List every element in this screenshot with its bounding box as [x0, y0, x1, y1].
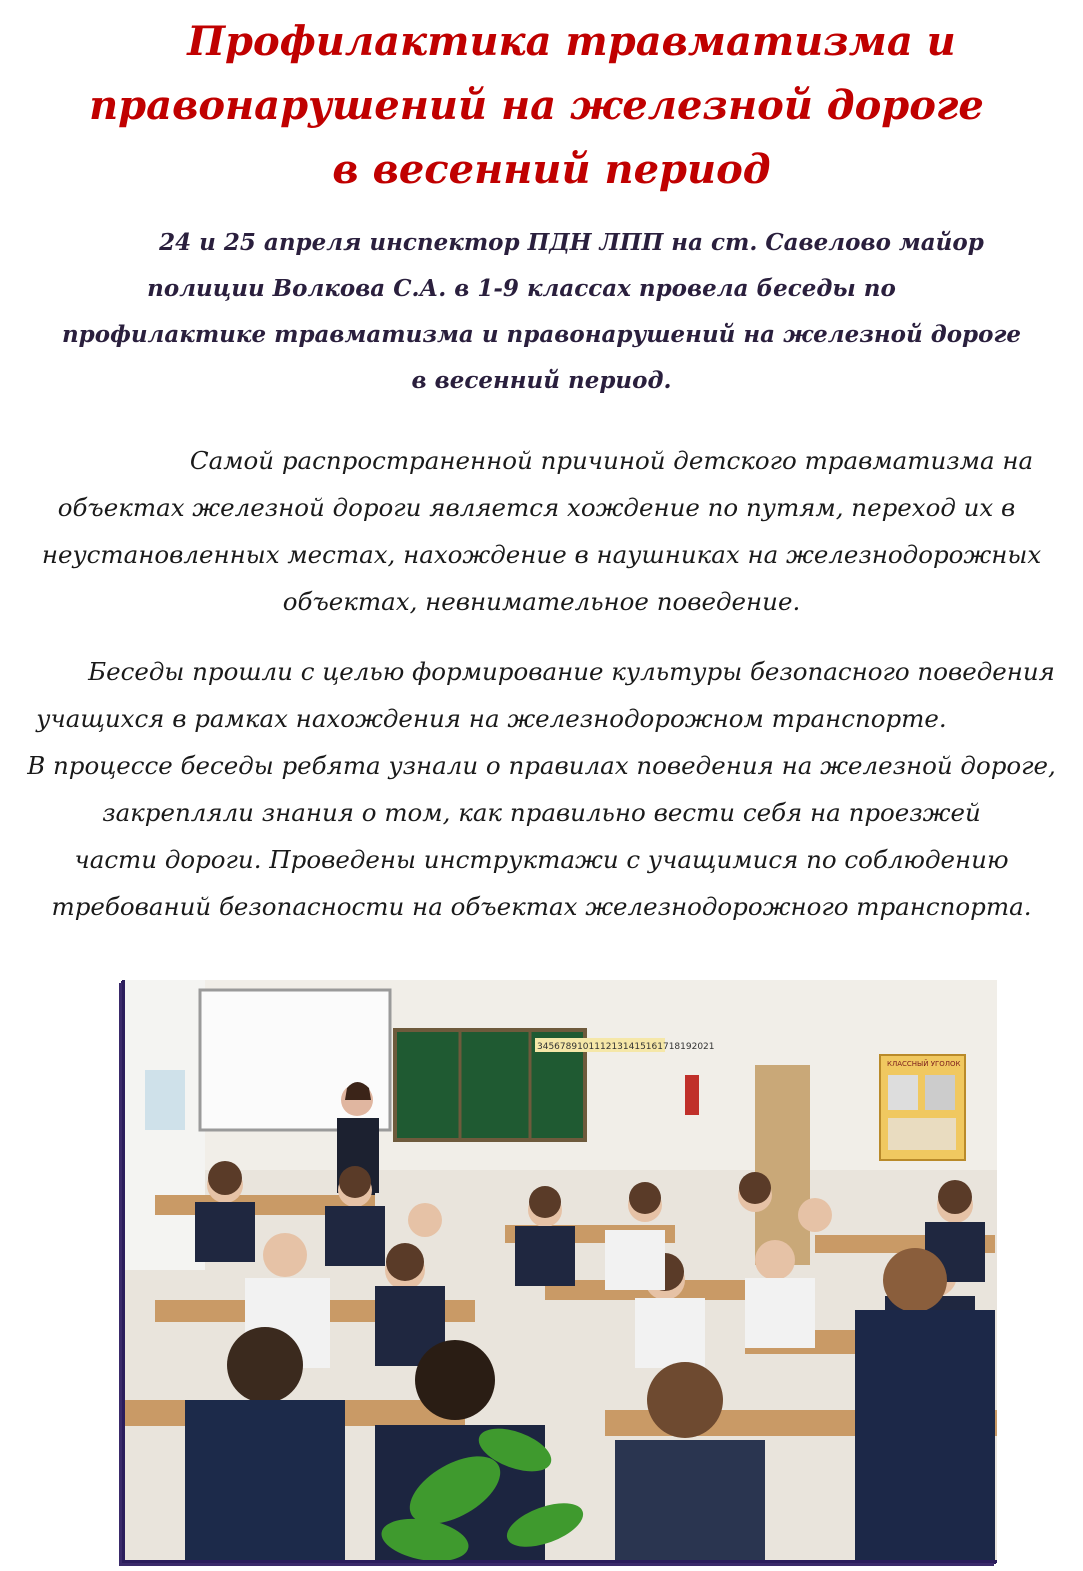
- intro-paragraph: [0, 220, 1083, 404]
- body-paragraph-2: [0, 648, 1083, 930]
- p1-line-1: Самой распространенной причиной детского травматизма на: [189, 446, 1034, 475]
- p1-line-4: объектах, невнимательное поведение.: [282, 587, 801, 616]
- p1-line-2: объектах железной дороги является хождение по путям, переход их в: [57, 493, 1016, 522]
- intro-line-1: 24 и 25 апреля инспектор ПДН ЛПП на ст. Савелово майор: [159, 229, 984, 256]
- title-line-3: в весенний период: [332, 146, 771, 193]
- class-corner-text: КЛАССНЫЙ УГОЛОК: [887, 1060, 961, 1068]
- title-line-2: правонарушений на железной дороге: [89, 82, 984, 129]
- intro-line-3: профилактике травматизма и правонарушений на железной дороге: [61, 321, 1022, 348]
- p2-line-6: требований безопасности на объектах железнодорожного транспорта.: [51, 892, 1032, 921]
- p2-line-5: части дороги. Проведены инструктажи с учащимися по соблюдению: [74, 845, 1009, 874]
- classroom-photo-illustration: [125, 980, 997, 1560]
- intro-line-2: полиции Волкова С.А. в 1-9 классах провела беседы по: [147, 275, 896, 302]
- intro-line-4: в весенний период.: [411, 367, 672, 394]
- p1-line-3: неустановленных местах, нахождение в наушниках на железнодорожных: [41, 540, 1042, 569]
- p2-line-1: Беседы прошли с целью формирование культуры безопасного поведения: [88, 657, 1055, 686]
- number-strip-text: 3456789101112131415161718192021: [537, 1042, 715, 1052]
- p2-line-2: учащихся в рамках нахождения на железнодорожном транспорте.: [36, 704, 947, 733]
- body-paragraph-1: [0, 437, 1083, 625]
- classroom-photo: [122, 980, 997, 1563]
- title-line-1: Профилактика травматизма и: [187, 18, 956, 65]
- page-title: [0, 10, 1083, 202]
- p2-line-4: закрепляли знания о том, как правильно вести себя на проезжей: [102, 798, 981, 827]
- p2-line-3: В процессе беседы ребята узнали о правилах поведения на железной дороге,: [27, 751, 1056, 780]
